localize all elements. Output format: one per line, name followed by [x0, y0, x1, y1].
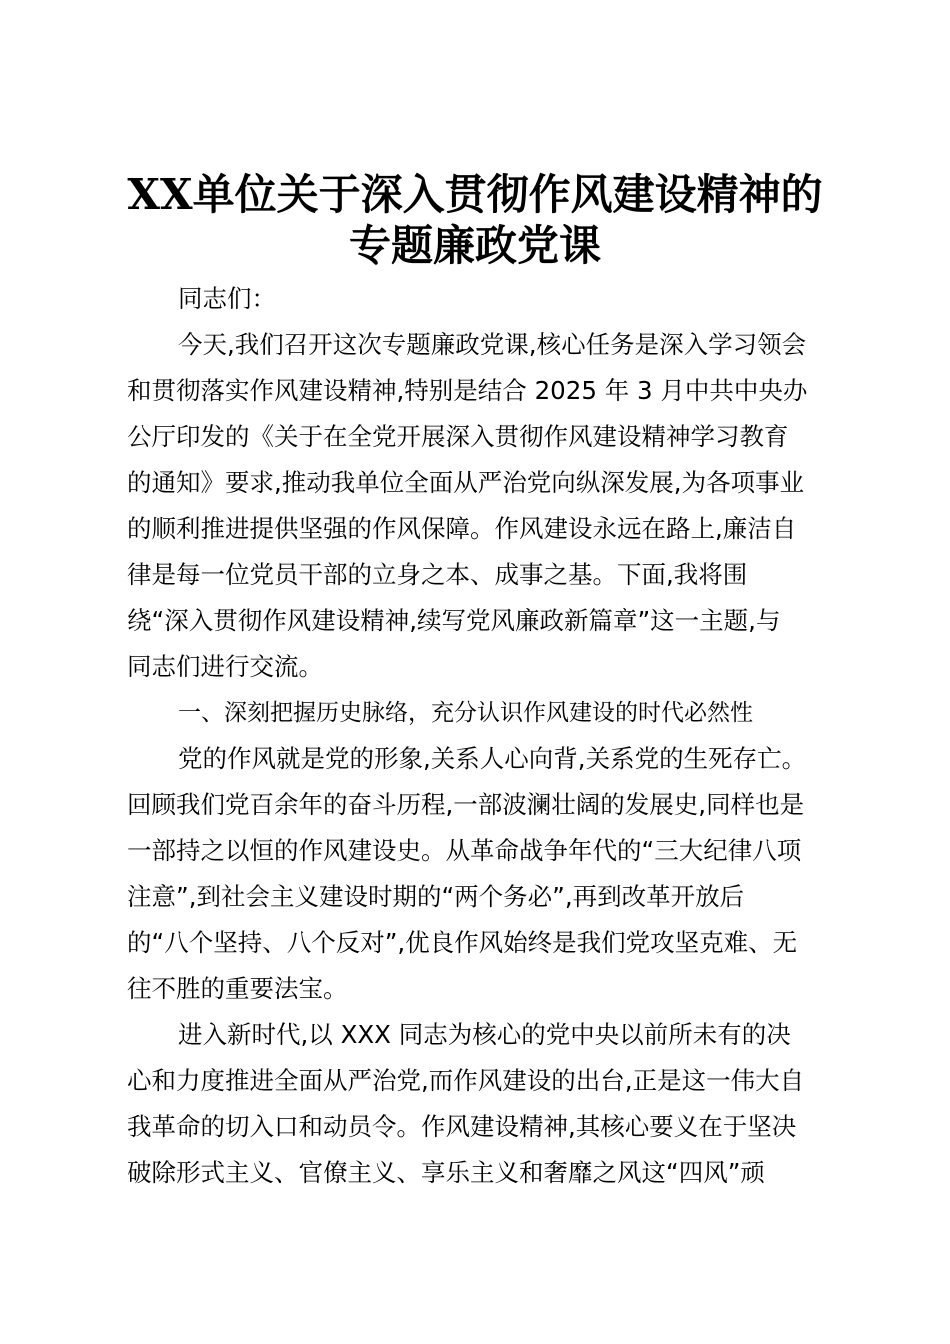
paragraph-line: 今天,我们召开这次专题廉政党课,核心任务是深入学习领会	[178, 330, 807, 359]
paragraph-line: 绕“深入贯彻作风建设精神,续写党风廉政新篇章”这一主题,与	[127, 606, 781, 635]
paragraph-line: 进入新时代,以 XXX 同志为核心的党中央以前所未有的决	[178, 1020, 791, 1049]
salutation: 同志们：	[178, 284, 276, 313]
paragraph-line: 律是每一位党员干部的立身之本、成事之基。下面,我将围	[127, 560, 748, 589]
document-title-line-2: 专题廉政党课	[348, 221, 601, 270]
paragraph-line: 往不胜的重要法宝。	[127, 974, 348, 1003]
paragraph-line: 心和力度推进全面从严治党,而作风建设的出台,正是这一伟大自	[127, 1066, 805, 1095]
paragraph-line: 注意”,到社会主义建设时期的“两个务必”,再到改革开放后	[127, 882, 745, 911]
paragraph-line: 党的作风就是党的形象,关系人心向背,关系党的生死存亡。	[178, 744, 807, 773]
paragraph-line: 的“八个坚持、八个反对”,优良作风始终是我们党攻坚克难、无	[127, 928, 798, 957]
paragraph-line: 一部持之以恒的作风建设史。从革命战争年代的“三大纪律八项	[127, 836, 802, 865]
document-body	[127, 276, 839, 1196]
section-heading: 一、深刻把握历史脉络，充分认识作风建设的时代必然性	[178, 700, 753, 726]
document-title-line-1: XX单位关于深入贯彻作风建设精神的	[127, 170, 823, 219]
paragraph-line: 的通知》要求,推动我单位全面从严治党向纵深发展,为各项事业	[127, 468, 805, 497]
paragraph-line: 破除形式主义、官僚主义、享乐主义和奢靡之风这“四风”顽	[127, 1158, 765, 1187]
paragraph-line: 和贯彻落实作风建设精神,特别是结合 2025 年 3 月中共中央办	[127, 376, 808, 405]
paragraph-line: 回顾我们党百余年的奋斗历程,一部波澜壮阔的发展史,同样也是	[127, 790, 805, 819]
paragraph-line: 同志们进行交流。	[127, 652, 323, 681]
paragraph-line: 的顺利推进提供坚强的作风保障。作风建设永远在路上,廉洁自	[127, 514, 797, 543]
paragraph-line: 公厅印发的《关于在全党开展深入贯彻作风建设精神学习教育	[127, 422, 789, 451]
paragraph-line: 我革命的切入口和动员令。作风建设精神,其核心要义在于坚决	[127, 1112, 797, 1141]
